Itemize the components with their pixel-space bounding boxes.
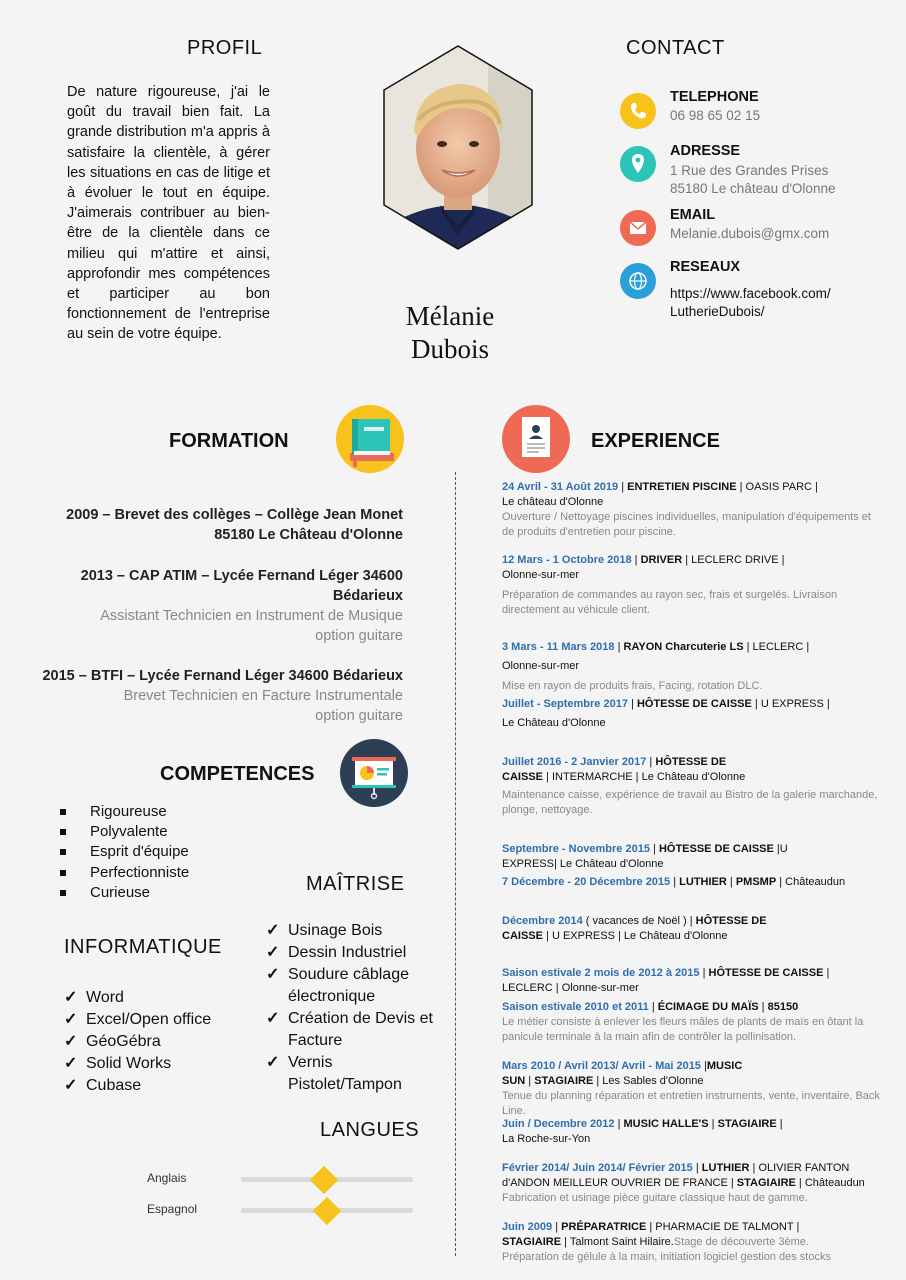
exp-company: INTERMARCHE (551, 771, 633, 783)
exp-role: HÔTESSE DE (655, 756, 727, 768)
exp-date: Juin 2009 (502, 1221, 553, 1233)
exp-company: LECLERC (502, 982, 553, 994)
list-item: ✓ Cubase (64, 1075, 244, 1097)
exp-place: Châteaudun (785, 876, 846, 888)
exp-role: STAGIAIRE (717, 1118, 777, 1130)
networks-line-1[interactable]: https://www.facebook.com/ (670, 286, 831, 301)
formation-title-line: 85180 Le Château d'Olonne (214, 527, 403, 543)
exp-place: Olonne-sur-mer (502, 660, 580, 672)
exp-place: Le Château d'Olonne (623, 930, 728, 942)
exp-company: LECLERC (752, 641, 804, 653)
exp-place: Le château d'Olonne (502, 496, 604, 508)
networks-line-2[interactable]: LutherieDubois/ (670, 304, 765, 319)
list-item: ✓ Vernis Pistolet/Tampon (266, 1052, 436, 1096)
list-item: ✓ Solid Works (64, 1053, 244, 1075)
exp-note: Stage de découverte 3ème. (673, 1236, 809, 1248)
exp-desc: Mise en rayon de produits frais, Facing, rotation DLC. (502, 680, 763, 692)
formation-title-line: 2015 – BTFI – Lycée Fernand Léger 34600 Bédarieux (42, 668, 403, 684)
exp-company: OLIVIER FANTON (758, 1162, 850, 1174)
exp-company: U (779, 843, 788, 855)
list-item: ✓ GéoGébra (64, 1031, 244, 1053)
exp-role: CAISSE (502, 930, 543, 942)
exp-date: 3 Mars - 11 Mars 2018 (502, 641, 615, 653)
exp-desc: Ouverture / Nettoyage piscines individuelles, manipulation d'équipements et de produits d'entretien pour piscine. (502, 511, 871, 538)
formation-subtitle-line: option guitare (315, 628, 403, 644)
formation-title-line: Bédarieux (332, 588, 403, 604)
experience-title: EXPERIENCE (591, 430, 720, 452)
exp-date: Juin / Decembre 2012 (502, 1118, 615, 1130)
list-item: ✓ Dessin Industriel (266, 942, 436, 964)
competences-title: COMPETENCES (160, 763, 315, 785)
location-pin-icon (620, 146, 656, 182)
exp-desc: Tenue du planning réparation et entretien instruments, vente, inventaire, Back Line. (502, 1090, 880, 1117)
exp-place: Olonne-sur-mer (502, 569, 580, 581)
formation-title: FORMATION (169, 430, 289, 452)
exp-place: Le Château d'Olonne (559, 858, 664, 870)
phone-icon (620, 93, 656, 129)
exp-date: Juillet - Septembre 2017 (502, 698, 628, 710)
language-level-marker (313, 1197, 341, 1225)
exp-desc: Fabrication et usinage pièce guitare classique haut de gamme. (502, 1192, 808, 1204)
exp-role: STAGIAIRE (736, 1177, 796, 1189)
exp-company: LECLERC DRIVE (691, 554, 779, 566)
exp-role: CAISSE (502, 771, 543, 783)
exp-desc: Maintenance caisse, expérience de travail au Bistro de la galerie marchande, plonge, nettoyage. (502, 789, 878, 816)
list-item: Polyvalente (60, 822, 189, 842)
exp-role: DRIVER (640, 554, 683, 566)
exp-company: U EXPRESS (760, 698, 824, 710)
formation-subtitle-line: Brevet Technicien en Facture Instrumentale (123, 688, 403, 704)
experience-entry: Mars 2010 / Avril 2013/ Avril - Mai 2015 |MUSIC SUN | STAGIAIRE | Les Sables d'Olonne Tenue du planning réparation et entretien instruments, vente, inventaire, Back Line. (502, 1059, 882, 1119)
formation-entry-2009 (66, 505, 403, 545)
formation-title-line: 2009 – Brevet des collèges – Collège Jean Monet (66, 507, 403, 523)
exp-role: MUSIC (706, 1060, 743, 1072)
exp-company: PMSMP (735, 876, 777, 888)
exp-role: SUN (502, 1075, 526, 1087)
exp-date: Décembre 2014 (502, 915, 583, 927)
experience-entry: Juillet 2016 - 2 Janvier 2017 | HÔTESSE DE CAISSE | INTERMARCHE | Le Château d'Olonne Maintenance caisse, expérience de travail au Bistro de la galerie marchande, plonge, nettoyage. (502, 755, 882, 818)
contact-title: CONTACT (626, 37, 725, 59)
exp-role: HÔTESSE DE CAISSE (658, 843, 774, 855)
exp-company: OASIS PARC (745, 481, 812, 493)
exp-desc: Préparation de commandes au rayon sec, frais et surgelés. Livraison directement au véhicule client. (502, 589, 838, 616)
exp-date: Mars 2010 / Avril 2013/ Avril - Mai 2015 (502, 1060, 701, 1072)
exp-place: Les Sables d'Olonne (602, 1075, 704, 1087)
presentation-board-icon (340, 739, 408, 807)
book-icon (336, 405, 404, 473)
contact-networks (620, 259, 880, 323)
exp-date: Saison estivale 2010 et 2011 (502, 1001, 649, 1013)
list-item: ✓ Excel/Open office (64, 1009, 244, 1031)
exp-role: MUSIC HALLE'S (623, 1118, 709, 1130)
exp-role: ENTRETIEN PISCINE (627, 481, 737, 493)
list-item: Rigoureuse (60, 802, 189, 822)
envelope-icon (620, 210, 656, 246)
exp-place: Châteaudun (804, 1177, 865, 1189)
language-level-marker (309, 1166, 337, 1194)
exp-date: 12 Mars - 1 Octobre 2018 (502, 554, 632, 566)
address-line-2: 85180 Le château d'Olonne (670, 181, 836, 196)
exp-role: STAGIAIRE (502, 1236, 562, 1248)
exp-place: Le Château d'Olonne (641, 771, 746, 783)
last-name: Dubois (410, 334, 489, 364)
candidate-name (385, 300, 515, 366)
exp-company: EXPRESS (502, 858, 554, 870)
exp-date: Juillet 2016 - 2 Janvier 2017 (502, 756, 647, 768)
exp-date: Février 2014/ Juin 2014/ Février 2015 (502, 1162, 693, 1174)
exp-place: Le Château d'Olonne (502, 717, 606, 729)
exp-role: ÉCIMAGE DU MAÏS (657, 1001, 759, 1013)
contact-address (620, 143, 880, 196)
globe-icon (620, 263, 656, 299)
exp-role: HÔTESSE DE (695, 915, 767, 927)
formation-title-line: 2013 – CAP ATIM – Lycée Fernand Léger 34600 (80, 568, 403, 584)
exp-date: 7 Décembre - 20 Décembre 2015 (502, 876, 671, 888)
experience-entry: Juin 2009 | PRÉPARATRICE | PHARMACIE DE TALMONT | STAGIAIRE | Talmont Saint Hilaire.Stage de découverte 3ème. Préparation de gélule à la main, initiation logiciel gestion des stocks (502, 1220, 882, 1265)
language-name: Espagnol (147, 1202, 198, 1216)
experience-entry: Saison estivale 2010 et 2011 | ÉCIMAGE DU MAÏS | 85150 Le métier consiste à enlever les fleurs mâles de plants de maïs en ôtant la panicule terminale à la main afin de contrôler la pollinisation. (502, 1000, 882, 1045)
exp-company: U EXPRESS (551, 930, 615, 942)
experience-entry: Saison estivale 2 mois de 2012 à 2015 | HÔTESSE DE CAISSE | LECLERC | Olonne-sur-mer (502, 967, 830, 994)
experience-entry: Décembre 2014 ( vacances de Noël ) | HÔTESSE DE CAISSE | U EXPRESS | Le Château d'Olonne (502, 915, 767, 942)
address-line-1: 1 Rue des Grandes Prises (670, 163, 829, 178)
exp-role: PRÉPARATRICE (561, 1221, 647, 1233)
exp-place: La Roche-sur-Yon (502, 1133, 591, 1145)
networks-label: RESEAUX (670, 259, 741, 275)
list-item: Perfectionniste (60, 863, 189, 883)
informatique-title: INFORMATIQUE (64, 936, 222, 958)
contact-email (620, 207, 880, 250)
list-item: Esprit d'équipe (60, 842, 189, 862)
exp-date: 24 Avril - 31 Août 2019 (502, 481, 619, 493)
email-value[interactable]: Melanie.dubois@gmx.com (670, 226, 830, 241)
langues-title: LANGUES (320, 1119, 420, 1141)
list-item: Curieuse (60, 883, 189, 903)
exp-role: HÔTESSE DE CAISSE (636, 698, 752, 710)
exp-desc: Le métier consiste à enlever les fleurs mâles de plants de maïs en ôtant la panicule terminale à la main afin de contrôler la pollinisation. (502, 1016, 864, 1043)
maitrise-title: MAÎTRISE (306, 873, 405, 895)
profil-text: De nature rigoureuse, j'ai le goût du travail bien fait. La grande distribution m'a appris à satisfaire la clientèle, à gérer les situations en cas de litige et à évoluer le tout en équipe. J'aimerais contribuer au bien-être de la clientèle dans ce milieu qui m'attire et ainsi, approfondir mes compétences et participer au bon fonctionnement de l'entreprise au sein de votre équipe. (67, 84, 270, 343)
phone-label: TELEPHONE (670, 89, 759, 105)
list-item: ✓ Usinage Bois (266, 920, 436, 942)
exp-role: HÔTESSE DE CAISSE (708, 967, 824, 979)
experience-entry: 12 Mars - 1 Octobre 2018 | DRIVER | LECLERC DRIVE | Olonne-sur-mer Préparation de commandes au rayon sec, frais et surgelés. Livraison directement au véhicule client. (502, 553, 882, 618)
cv-document-icon (502, 405, 570, 473)
exp-place: Olonne-sur-mer (561, 982, 639, 994)
list-item: ✓ Word (64, 987, 244, 1009)
list-item: ✓ Soudure câblage électronique (266, 964, 436, 1008)
exp-date: Septembre - Novembre 2015 (502, 843, 650, 855)
formation-subtitle-line: Assistant Technicien en Instrument de Musique (100, 608, 403, 624)
experience-entry: Septembre - Novembre 2015 | HÔTESSE DE CAISSE |U EXPRESS| Le Château d'Olonne (502, 843, 788, 870)
experience-entry: 7 Décembre - 20 Décembre 2015 | LUTHIER | PMSMP | Châteaudun (502, 876, 846, 888)
experience-entry: Juillet - Septembre 2017 | HÔTESSE DE CAISSE | U EXPRESS | Le Château d'Olonne (502, 697, 882, 731)
contact-phone (620, 89, 880, 133)
language-name: Anglais (147, 1171, 187, 1185)
exp-company: PHARMACIE DE TALMONT (655, 1221, 794, 1233)
exp-date: Saison estivale 2 mois de 2012 à 2015 (502, 967, 700, 979)
competences-list (60, 802, 189, 903)
formation-entry-2013 (81, 566, 403, 646)
formation-subtitle-line: option guitare (315, 708, 403, 724)
phone-value: 06 98 65 02 15 (670, 108, 761, 123)
profil-title: PROFIL (187, 37, 263, 59)
email-label: EMAIL (670, 207, 716, 223)
experience-entry: 3 Mars - 11 Mars 2018 | RAYON Charcuterie LS | LECLERC | Olonne-sur-mer Mise en rayon de produits frais, Facing, rotation DLC. (502, 640, 882, 694)
exp-role: STAGIAIRE (534, 1075, 594, 1087)
list-item: ✓ Création de Devis et Facture (266, 1008, 436, 1052)
exp-role: LUTHIER (701, 1162, 750, 1174)
experience-entry: 24 Avril - 31 Août 2019 | ENTRETIEN PISCINE | OASIS PARC | Le château d'Olonne Ouverture / Nettoyage piscines individuelles, manipulation d'équipements et de produits d'entretien pour piscine. (502, 480, 882, 540)
exp-desc: Préparation de gélule à la main, initiation logiciel gestion des stocks (502, 1251, 831, 1263)
column-divider (455, 472, 456, 1256)
profile-photo (378, 40, 538, 255)
exp-place: Talmont Saint Hilaire. (569, 1236, 674, 1248)
maitrise-list (266, 920, 436, 1096)
experience-entry: Février 2014/ Juin 2014/ Février 2015 | LUTHIER | OLIVIER FANTON d'ANDON MEILLEUR OUVRIER DE FRANCE | STAGIAIRE | Châteaudun Fabrication et usinage pièce guitare classique haut de gamme. (502, 1161, 882, 1206)
informatique-list (64, 987, 244, 1097)
formation-entry-2015 (42, 666, 403, 726)
exp-company: d'ANDON MEILLEUR OUVRIER DE FRANCE (502, 1177, 728, 1189)
exp-role: RAYON Charcuterie LS (623, 641, 744, 653)
exp-note: ( vacances de Noël ) (585, 915, 687, 927)
exp-role: LUTHIER (679, 876, 727, 888)
first-name: Mélanie (405, 301, 495, 331)
experience-entry: Juin / Decembre 2012 | MUSIC HALLE'S | STAGIAIRE | La Roche-sur-Yon (502, 1117, 882, 1147)
address-label: ADRESSE (670, 143, 741, 159)
exp-company: 85150 (767, 1001, 799, 1013)
